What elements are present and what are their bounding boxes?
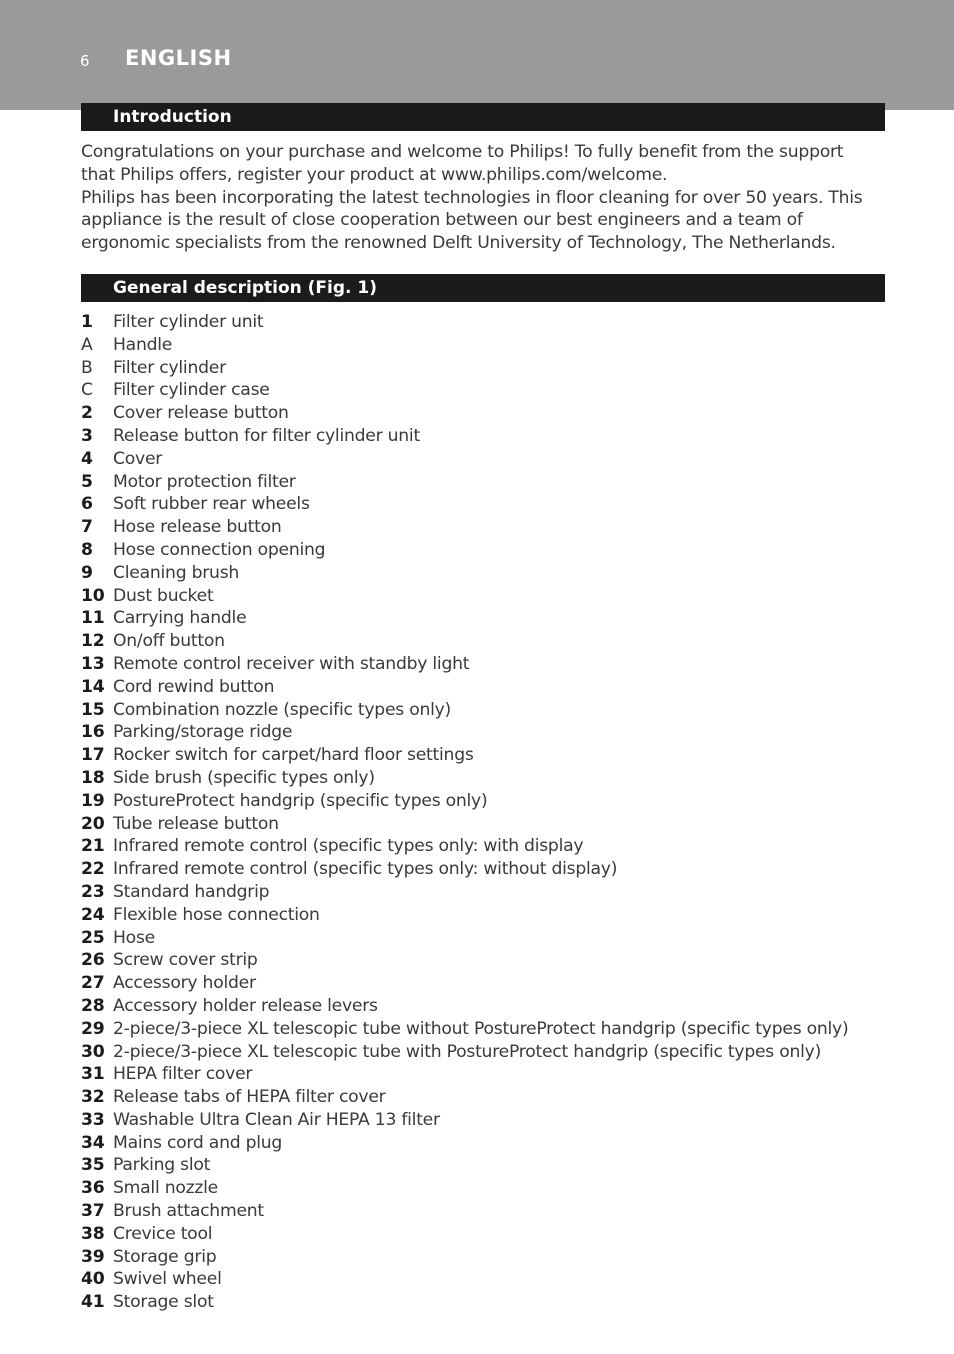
list-item bbox=[81, 972, 848, 995]
section-heading-general-description: General description (Fig. 1) bbox=[81, 274, 885, 302]
list-item-key: 4 bbox=[81, 448, 93, 469]
list-item-label: Brush attachment bbox=[113, 1201, 264, 1222]
list-item bbox=[81, 676, 848, 699]
list-item-key: 8 bbox=[81, 539, 93, 560]
list-item bbox=[81, 311, 848, 334]
list-item bbox=[81, 607, 848, 630]
list-item-label: Side brush (specific types only) bbox=[113, 767, 375, 788]
list-item bbox=[81, 927, 848, 950]
list-item-label: Screw cover strip bbox=[113, 950, 258, 971]
list-item-key: B bbox=[81, 357, 93, 378]
list-item bbox=[81, 744, 848, 767]
list-item bbox=[81, 949, 848, 972]
list-item bbox=[81, 881, 848, 904]
list-item-label: Cord rewind button bbox=[113, 676, 275, 697]
list-item-label: Mains cord and plug bbox=[113, 1132, 283, 1153]
list-item-key: A bbox=[81, 334, 93, 355]
list-item bbox=[81, 562, 848, 585]
list-item-key: 40 bbox=[81, 1269, 105, 1290]
list-item-key: 26 bbox=[81, 950, 105, 971]
list-item-key: 24 bbox=[81, 904, 105, 925]
list-item-key: 17 bbox=[81, 745, 105, 766]
list-item bbox=[81, 379, 848, 402]
list-item-key: 33 bbox=[81, 1109, 105, 1130]
list-item bbox=[81, 1086, 848, 1109]
list-item-key: 27 bbox=[81, 973, 105, 994]
list-item-key: 39 bbox=[81, 1246, 105, 1267]
list-item-key: 30 bbox=[81, 1041, 105, 1062]
list-item-label: Accessory holder release levers bbox=[113, 995, 378, 1016]
list-item-label: Motor protection filter bbox=[113, 471, 296, 492]
list-item bbox=[81, 334, 848, 357]
list-item-label: Rocker switch for carpet/hard floor settings bbox=[113, 745, 474, 766]
list-item-label: Infrared remote control (specific types only: without display) bbox=[113, 859, 618, 880]
list-item bbox=[81, 425, 848, 448]
list-item bbox=[81, 790, 848, 813]
list-item-label: PostureProtect handgrip (specific types only) bbox=[113, 790, 488, 811]
list-item-key: 35 bbox=[81, 1155, 105, 1176]
list-item-key: 20 bbox=[81, 813, 105, 834]
introduction-paragraph: Philips has been incorporating the latest technologies in floor cleaning for over 50 years. This appliance is the result of close cooperation between our best engineers and a team of ergonomic specialists from the renowned Delft University of Technology, The Netherlands. bbox=[81, 187, 863, 254]
list-item bbox=[81, 1268, 848, 1291]
list-item bbox=[81, 995, 848, 1018]
list-item-label: Dust bucket bbox=[113, 585, 214, 606]
list-item-key: 12 bbox=[81, 631, 105, 652]
list-item-key: 36 bbox=[81, 1178, 105, 1199]
list-item-label: HEPA filter cover bbox=[113, 1064, 253, 1085]
list-item-label: Cleaning brush bbox=[113, 562, 240, 583]
list-item-key: 16 bbox=[81, 722, 105, 743]
list-item bbox=[81, 448, 848, 471]
list-item-key: 32 bbox=[81, 1087, 105, 1108]
list-item-key: 23 bbox=[81, 881, 105, 902]
list-item-label: Flexible hose connection bbox=[113, 904, 320, 925]
introduction-body bbox=[81, 141, 881, 255]
list-item bbox=[81, 835, 848, 858]
list-item-label: 2-piece/3-piece XL telescopic tube without PostureProtect handgrip (specific types only) bbox=[113, 1018, 849, 1039]
list-item-label: Parking/storage ridge bbox=[113, 722, 293, 743]
list-item bbox=[81, 1018, 848, 1041]
page-number: 6 bbox=[80, 52, 90, 70]
list-item-label: Infrared remote control (specific types only: with display bbox=[113, 836, 584, 857]
list-item-key: 15 bbox=[81, 699, 105, 720]
list-item-label: Hose connection opening bbox=[113, 539, 326, 560]
list-item-key: 19 bbox=[81, 790, 105, 811]
list-item-label: Parking slot bbox=[113, 1155, 211, 1176]
list-item-label: Hose release button bbox=[113, 517, 282, 538]
list-item-label: Small nozzle bbox=[113, 1178, 219, 1199]
list-item bbox=[81, 1223, 848, 1246]
list-item-key: 34 bbox=[81, 1132, 105, 1153]
list-item bbox=[81, 813, 848, 836]
list-item-key: 13 bbox=[81, 653, 105, 674]
list-item-key: 31 bbox=[81, 1064, 105, 1085]
list-item-label: Release button for filter cylinder unit bbox=[113, 425, 420, 446]
list-item-label: Handle bbox=[113, 334, 173, 355]
list-item-label: On/off button bbox=[113, 631, 225, 652]
list-item bbox=[81, 493, 848, 516]
list-item bbox=[81, 1154, 848, 1177]
list-item-label: Cover bbox=[113, 448, 163, 469]
list-item-label: Storage grip bbox=[113, 1246, 217, 1267]
list-item bbox=[81, 471, 848, 494]
list-item bbox=[81, 1200, 848, 1223]
list-item-label: 2-piece/3-piece XL telescopic tube with PostureProtect handgrip (specific types only) bbox=[113, 1041, 822, 1062]
list-item-key: 6 bbox=[81, 494, 93, 515]
list-item bbox=[81, 539, 848, 562]
list-item-key: 25 bbox=[81, 927, 105, 948]
list-item bbox=[81, 767, 848, 790]
list-item bbox=[81, 357, 848, 380]
list-item bbox=[81, 585, 848, 608]
list-item bbox=[81, 699, 848, 722]
list-item-label: Crevice tool bbox=[113, 1223, 213, 1244]
list-item bbox=[81, 1177, 848, 1200]
list-item-key: 37 bbox=[81, 1201, 105, 1222]
list-item bbox=[81, 1132, 848, 1155]
list-item-label: Release tabs of HEPA filter cover bbox=[113, 1087, 386, 1108]
list-item bbox=[81, 1291, 848, 1314]
list-item-key: 18 bbox=[81, 767, 105, 788]
list-item-label: Filter cylinder unit bbox=[113, 312, 264, 332]
list-item-key: 1 bbox=[81, 312, 93, 332]
list-item bbox=[81, 653, 848, 676]
list-item-key: C bbox=[81, 380, 93, 401]
parts-list bbox=[81, 311, 848, 1314]
list-item-label: Combination nozzle (specific types only) bbox=[113, 699, 452, 720]
list-item-label: Carrying handle bbox=[113, 608, 247, 629]
list-item bbox=[81, 904, 848, 927]
list-item-label: Filter cylinder bbox=[113, 357, 226, 378]
list-item-key: 3 bbox=[81, 425, 93, 446]
list-item-label: Filter cylinder case bbox=[113, 380, 270, 401]
list-item-key: 5 bbox=[81, 471, 93, 492]
list-item-key: 38 bbox=[81, 1223, 105, 1244]
list-item bbox=[81, 402, 848, 425]
list-item-label: Soft rubber rear wheels bbox=[113, 494, 310, 515]
list-item bbox=[81, 858, 848, 881]
list-item-label: Washable Ultra Clean Air HEPA 13 filter bbox=[113, 1109, 440, 1130]
list-item-key: 21 bbox=[81, 836, 105, 857]
list-item bbox=[81, 1063, 848, 1086]
list-item-label: Remote control receiver with standby light bbox=[113, 653, 470, 674]
language-heading: ENGLISH bbox=[125, 46, 232, 70]
introduction-paragraph: Congratulations on your purchase and welcome to Philips! To fully benefit from the support that Philips offers, register your product at www.philips.com/welcome. bbox=[81, 142, 844, 185]
list-item-key: 7 bbox=[81, 517, 93, 538]
list-item-key: 22 bbox=[81, 859, 105, 880]
list-item-key: 29 bbox=[81, 1018, 105, 1039]
list-item bbox=[81, 630, 848, 653]
list-item-key: 41 bbox=[81, 1292, 105, 1313]
list-item-key: 10 bbox=[81, 585, 105, 606]
list-item-key: 2 bbox=[81, 403, 93, 424]
list-item-label: Tube release button bbox=[113, 813, 279, 834]
list-item-key: 14 bbox=[81, 676, 105, 697]
list-item bbox=[81, 1246, 848, 1269]
list-item-label: Standard handgrip bbox=[113, 881, 270, 902]
page-header-band bbox=[0, 0, 954, 110]
list-item-label: Swivel wheel bbox=[113, 1269, 222, 1290]
list-item bbox=[81, 516, 848, 539]
list-item bbox=[81, 1109, 848, 1132]
list-item bbox=[81, 721, 848, 744]
list-item-label: Accessory holder bbox=[113, 973, 256, 994]
list-item-label: Storage slot bbox=[113, 1292, 214, 1313]
list-item bbox=[81, 1041, 848, 1064]
list-item-key: 9 bbox=[81, 562, 93, 583]
list-item-label: Hose bbox=[113, 927, 155, 948]
section-heading-introduction: Introduction bbox=[81, 103, 885, 131]
list-item-key: 11 bbox=[81, 608, 105, 629]
list-item-key: 28 bbox=[81, 995, 105, 1016]
list-item-label: Cover release button bbox=[113, 403, 289, 424]
